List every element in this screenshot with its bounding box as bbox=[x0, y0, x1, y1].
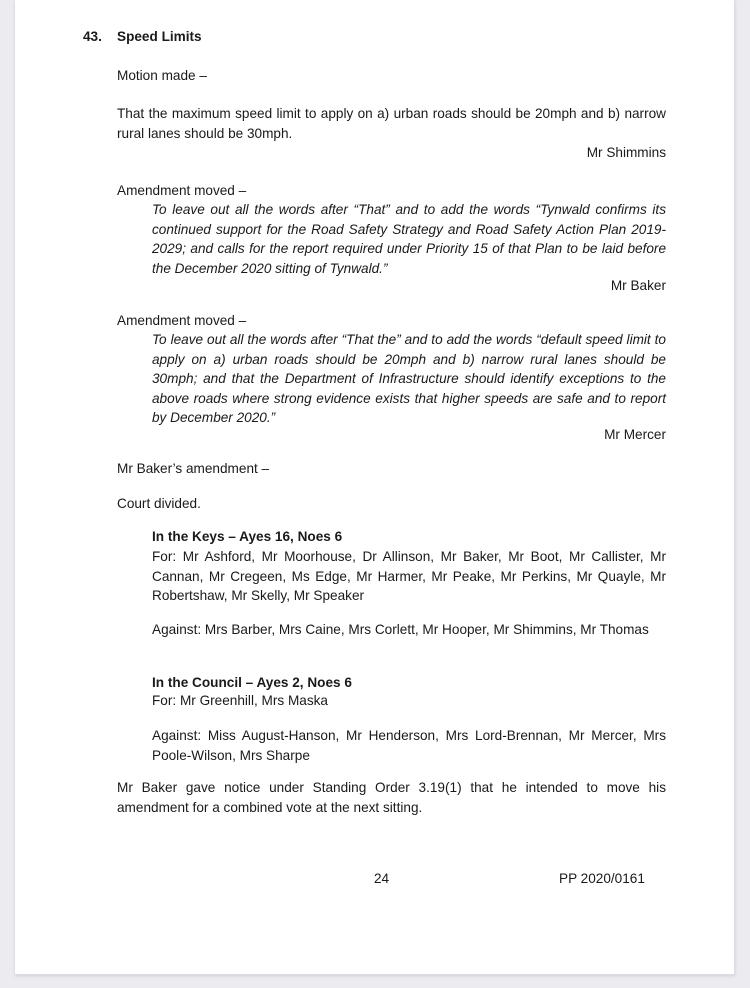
item-title: Speed Limits bbox=[117, 29, 202, 44]
notice-text: Mr Baker gave notice under Standing Order 3.19(1) that he intended to move his amendment for a combined vote at the next sitting. bbox=[117, 780, 666, 815]
motion-text: That the maximum speed limit to apply on a) urban roads should be 20mph and b) narrow rural lanes should be 30mph. bbox=[117, 106, 666, 141]
keys-against-list: Against: Mrs Barber, Mrs Caine, Mrs Corlett, Mr Hooper, Mr Shimmins, Mr Thomas bbox=[152, 622, 649, 637]
amendment-1-text: To leave out all the words after “That” and to add the words “Tynwald confirms its continued support for the Road Safety Strategy and Road Safety Action Plan 2019-2029; and calls for the report required under Priority 15 of that Plan to be laid before the December 2020 sitting of Tynwald.” bbox=[152, 202, 666, 276]
vote-status: Court divided. bbox=[117, 496, 201, 511]
council-against-list: Against: Miss August-Hanson, Mr Henderson, Mrs Lord-Brennan, Mr Mercer, Mrs Poole-Wilson, Mrs Sharpe bbox=[152, 728, 666, 763]
motion-mover: Mr Shimmins bbox=[586, 145, 666, 160]
council-for-list: For: Mr Greenhill, Mrs Maska bbox=[152, 693, 328, 708]
item-number: 43. bbox=[83, 29, 102, 44]
council-vote-heading: In the Council – Ayes 2, Noes 6 bbox=[152, 675, 352, 690]
amendment-2-mover: Mr Mercer bbox=[604, 427, 666, 442]
document-reference: PP 2020/0161 bbox=[559, 871, 645, 886]
amendment-1-heading: Amendment moved – bbox=[117, 183, 247, 198]
amendment-1-mover: Mr Baker bbox=[610, 278, 666, 293]
keys-for-list: For: Mr Ashford, Mr Moorhouse, Dr Allinson, Mr Baker, Mr Boot, Mr Callister, Mr Cannan, Mr Cregeen, Ms Edge, Mr Harmer, Mr Peake, Mr Perkins, Mr Quayle, Mr Robertshaw, Mr Skelly, Mr Speaker bbox=[152, 549, 666, 604]
keys-vote-heading: In the Keys – Ayes 16, Noes 6 bbox=[152, 529, 343, 544]
document-page bbox=[15, 0, 735, 975]
amendment-2-heading: Amendment moved – bbox=[117, 313, 247, 328]
motion-heading: Motion made – bbox=[117, 68, 207, 83]
amendment-2-text: To leave out all the words after “That the” and to add the words “default speed limit to apply on a) urban roads should be 20mph and b) narrow rural lanes should be 30mph; and that the Department of Infrastructure should identify exceptions to the above roads where strong evidence exists that higher speeds are safe and to report by December 2020.” bbox=[152, 332, 666, 426]
page-number: 24 bbox=[374, 871, 390, 886]
vote-subject: Mr Baker’s amendment – bbox=[117, 461, 270, 476]
